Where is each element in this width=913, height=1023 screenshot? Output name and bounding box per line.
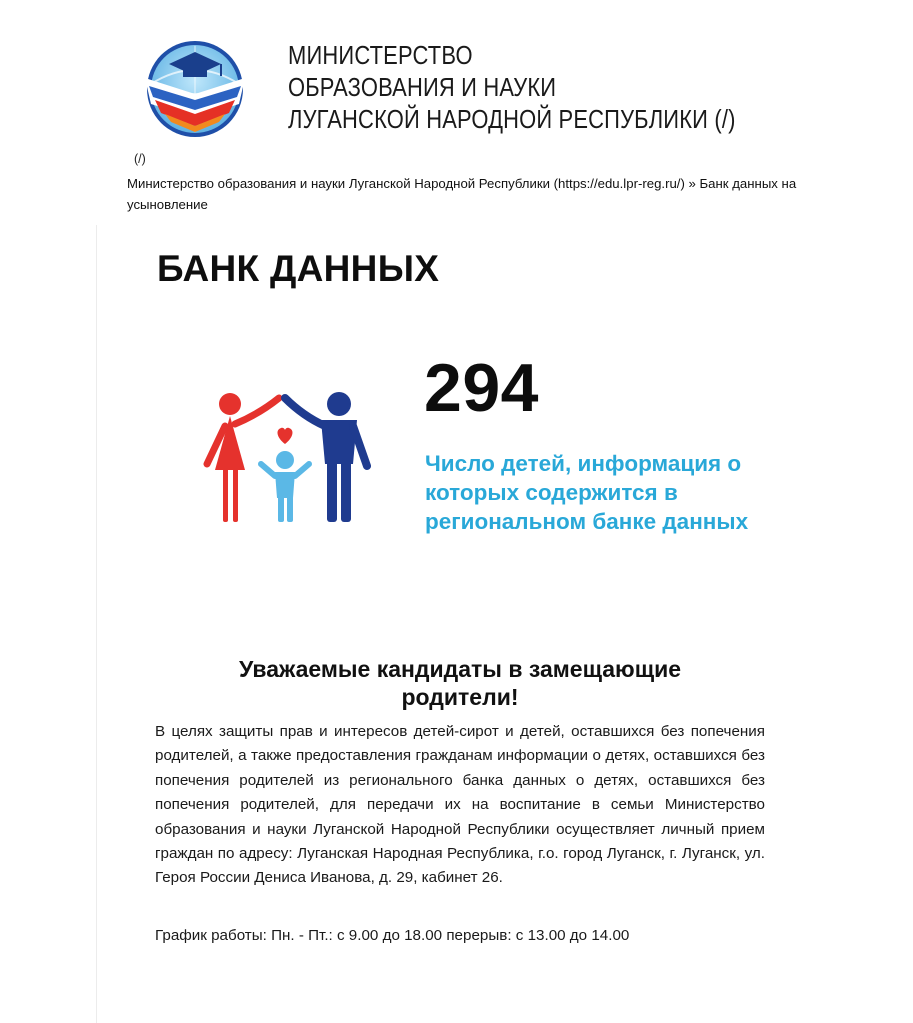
org-title-line: МИНИСТЕРСТВО bbox=[288, 42, 473, 70]
ministry-emblem-icon[interactable] bbox=[137, 34, 253, 140]
home-link[interactable]: (/) bbox=[134, 152, 146, 166]
content-divider bbox=[96, 225, 97, 1023]
org-title-line: ОБРАЗОВАНИЯ И НАУКИ bbox=[288, 74, 557, 102]
work-schedule: График работы: Пн. - Пт.: с 9.00 до 18.00 перерыв: с 13.00 до 14.00 bbox=[155, 927, 630, 944]
org-title-line: ЛУГАНСКОЙ НАРОДНОЙ РЕСПУБЛИКИ (/) bbox=[288, 106, 736, 134]
family-icon bbox=[203, 392, 371, 528]
family-illustration bbox=[203, 392, 371, 528]
breadcrumb[interactable]: Министерство образования и науки Луганской Народной Республики (https://edu.lpr-reg.ru/) » Банк данных на усыновление bbox=[127, 176, 797, 212]
children-count-label: Число детей, информация о которых содержится в региональном банке данных bbox=[425, 451, 749, 534]
page-title: БАНК ДАННЫХ bbox=[157, 248, 440, 289]
organization-title[interactable] bbox=[288, 40, 736, 136]
notice-body: В целях защиты прав и интересов детей-сирот и детей, оставшихся без попечения родителей, а также предоставления гражданам информации о детях, оставшихся без попечения родителей из регионального банка данных о детях, оставшихся без попечения родителей, для передачи их на воспитание в семьи Министерство образования и науки Луганской Народной Республики осуществляет личный прием граждан по адресу: Луганская Народная Республика, г.о. город Луганск, г. Луганск, ул. Героя России Дениса Иванова, д. 29, кабинет 26. bbox=[155, 723, 765, 887]
children-count: 294 bbox=[424, 350, 539, 426]
notice-heading: Уважаемые кандидаты в замещающие родители! bbox=[238, 656, 682, 710]
ministry-emblem-svg bbox=[137, 34, 253, 140]
